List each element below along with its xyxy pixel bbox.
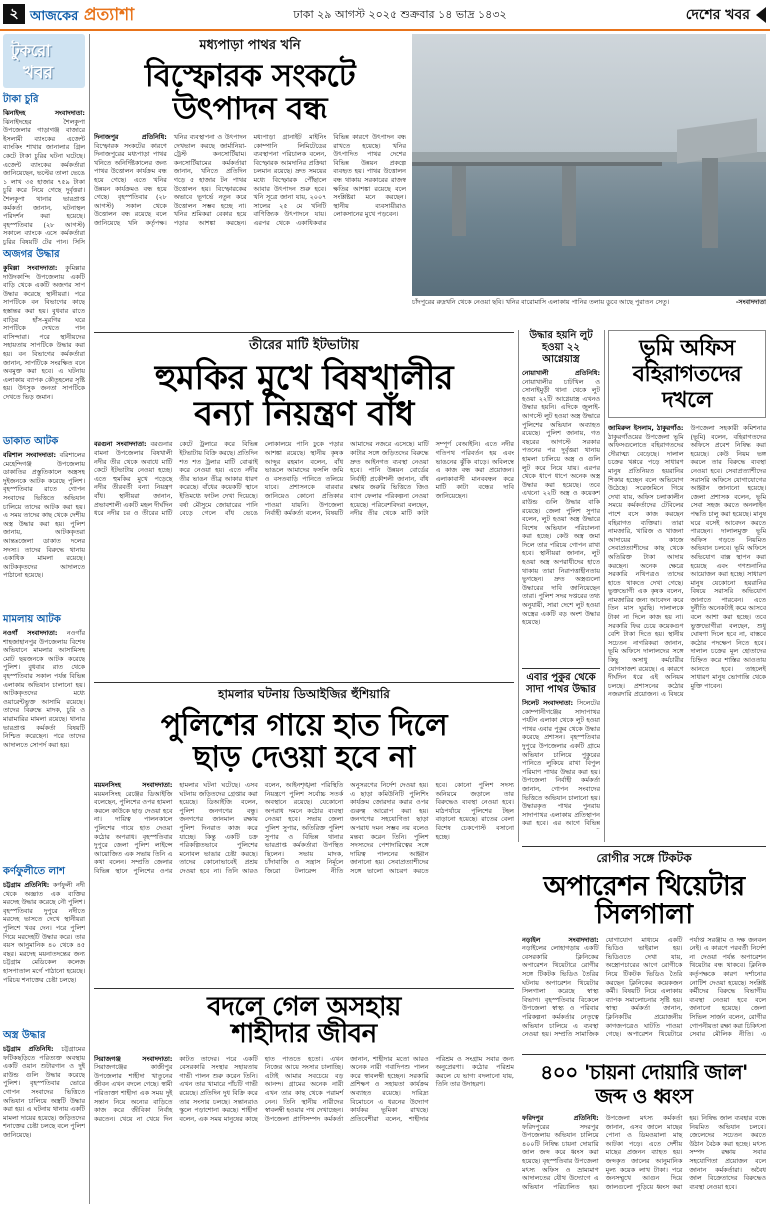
sidebar-item-body: চট্টগ্রাম প্রতিনিধি: চট্টগ্রামের ফটিকছড়িতে পরিত্যক্ত অবস্থায় একটি ওয়ান শুটারগান ও দুই রাউন্ড গুলি উদ্ধার করেছে পুলিশ। বৃহস্পতিবার ভোরে গোপন সংবাদের ভিত্তিতে অভিযান চালিয়ে অস্ত্রটি উদ্ধার করা হয়। এ ঘটনায় থানায় একটি মামলা দায়ের হয়েছে। জড়িতদের শনাক্তের চেষ্টা চলছে বলে পুলিশ জানিয়েছে। — [3, 1045, 85, 1139]
story-headline: ৪০০ 'চায়না দোয়ারি জাল' জব্দ ও ধ্বংস — [540, 1060, 748, 1108]
story-headline: বিস্ফোরক সংকটে উৎপাদন বন্ধ — [144, 58, 356, 127]
header-rule — [0, 29, 770, 31]
story-body: ময়মনসিংহ সংবাদদাতা: ময়মনসিংহ রেঞ্জের ডিআইজি বলেছেন, পুলিশের ওপর হামলা করলে কাউকে ছাড় দেওয়া হবে না। দায়িত্ব পালনকালে পুলিশের গায়ে হাত দেওয়া কঠোর অপরাধ। বৃহস্পতিবার দুপুরে জেলা পুলিশ লাইন্সে আয়োজিত এক সভায় তিনি এ কথা বলেন। সম্প্রতি জেলার বিভিন্ন স্থানে পুলিশের ওপর হামলার ঘটনা ঘটেছে। এসব ঘটনায় জড়িতদের গ্রেপ্তার করা হয়েছে। ডিআইজি বলেন, পুলিশ জনগণের বন্ধু। জনগণের জানমাল রক্ষায় পুলিশ দিনরাত কাজ করে যাচ্ছে। কিন্তু একটি চক্র পরিকল্পিতভাবে পুলিশের মনোবল ভাঙার চেষ্টা করছে। তাদের কোনোভাবেই প্রশ্রয় দেওয়া হবে না। তিনি আরও বলেন, আইনশৃঙ্খলা পরিস্থিতি নিয়ন্ত্রণে পুলিশ সর্বোচ্চ সতর্ক অবস্থানে রয়েছে। যেকোনো অপরাধ দমনে কঠোর ব্যবস্থা নেওয়া হবে। সভায় জেলা পুলিশ সুপার, অতিরিক্ত পুলিশ সুপার ও বিভিন্ন থানার ভারপ্রাপ্ত কর্মকর্তারা উপস্থিত ছিলেন। সভায় মাদক, চাঁদাবাজি ও সন্ত্রাস নির্মূলে জিরো টলারেন্স নীতি অনুসরণের নির্দেশ দেওয়া হয়। এ ছাড়া কমিউনিটি পুলিশিং কার্যক্রম জোরদার করার ওপর গুরুত্ব আরোপ করা হয়। জনগণের সহযোগিতা ছাড়া অপরাধ দমন সম্ভব নয় বলেও মন্তব্য করেন তিনি। পুলিশ সদস্যদের পেশাদারিত্বের সঙ্গে দায়িত্ব পালনের আহ্বান জানানো হয়। সেবাপ্রত্যাশীদের সঙ্গে ভালো আচরণ করতে হবে। কোনো পুলিশ সদস্য অনিয়মে জড়ালে তার বিরুদ্ধেও ব্যবস্থা নেওয়া হবে। মাঠপর্যায়ে পুলিশের টহল বাড়ানো হয়েছে। রাতের বেলা বিশেষ চেকপোস্ট বসানো হচ্ছে। — [94, 781, 514, 875]
sidebar-item-title: কর্ণফুলীতে লাশ — [3, 866, 65, 877]
dateline: ঢাকা ২৯ আগস্ট ২০২৫ শুক্রবার ১৪ ভাদ্র ১৪৩২ — [293, 8, 507, 21]
sidebar-item-body: চট্টগ্রাম প্রতিনিধি: কর্ণফুলী নদী থেকে অজ্ঞাত এক ব্যক্তির মরদেহ উদ্ধার করেছে নৌ পুলিশ। বৃহস্পতিবার দুপুরে নদীতে মরদেহ ভাসতে দেখে স্থানীয়রা পুলিশে খবর দেন। পরে পুলিশ গিয়ে মরদেহটি উদ্ধার করে। তার বয়স আনুমানিক ৪০ থেকে ৪৫ বছর। মরদেহ ময়নাতদন্তের জন্য চট্টগ্রাম মেডিকেল কলেজ হাসপাতাল মর্গে পাঠানো হয়েছে। পরিচয় শনাক্তের চেষ্টা চলছে। — [3, 881, 85, 984]
photo-credit: -সংবাদদাতা — [735, 298, 766, 306]
brand-logo — [30, 3, 210, 27]
sidebar-item — [3, 92, 85, 245]
sidebar-item-title: টাকা চুরি — [3, 94, 39, 105]
story-headline: ভূমি অফিস বহিরাগতদের দখলে — [608, 330, 766, 418]
sidebar-item-body: নওগাঁ সংবাদদাতা: নওগাঁর শাহজাহানপুর উপজেলায় বিশেষ অভিযানে মামলার আসামিসহ মোট ছয়জনকে আটক করেছে পুলিশ। বুধবার রাত থেকে বৃহস্পতিবার সকাল পর্যন্ত বিভিন্ন এলাকায় অভিযান চালানো হয়। আটককৃতদের মধ্যে ওয়ারেন্টভুক্ত আসামি রয়েছে। তাদের বিরুদ্ধে মাদক, চুরি ও মারামারির মামলা রয়েছে। থানার ভারপ্রাপ্ত কর্মকর্তা বিষয়টি নিশ্চিত করেছেন। পরে তাদের আদালতে সোপর্দ করা হয়। — [3, 629, 85, 749]
brand-prefix: আজকের — [30, 9, 79, 24]
sidebar-item-body: ঝিনাইদহ সংবাদদাতা: ঝিনাইদহের শৈলকুপা উপজেলার গাড়াগঞ্জ বাজারে ইসলামী ব্যাংকের এজেন্ট ব্যাংকিং শাখার জানালার গ্রিল কেটে টাকা চুরির ঘটনা ঘটেছে। এজেন্ট ব্যাংকের কর্মকর্তারা জানিয়েছেন, ভল্টের তালা ভেঙে ১ লাখ ৩৫ হাজার ৭৫৯ টাকা চুরি করে নিয়ে গেছে দুর্বৃত্তরা। শৈলকুপা থানার ভারপ্রাপ্ত কর্মকর্তা জানান, ঘটনাস্থল পরিদর্শন করা হয়েছে। বৃহস্পতিবার (২৮ আগস্ট) সকালে ব্যাংকে এসে কর্মকর্তারা চুরির বিষয়টি টের পান। সিসি — [3, 109, 85, 245]
column-rule — [604, 330, 605, 842]
sidebar-item — [3, 1028, 85, 1204]
sidebar-item-title: ডাকাত আটক — [3, 436, 59, 447]
story-kicker: উদ্ধার হয়নি লুট হওয়া ২২ আগ্নেয়াস্ত্র — [529, 330, 593, 365]
page-number: ২ — [3, 4, 25, 24]
sidebar-divider — [89, 34, 90, 1204]
story-stone-mine — [94, 34, 406, 334]
story-headline: পুলিশের গায়ে হাত দিলে ছাড় দেওয়া হবে না — [160, 708, 448, 775]
section-arrow-icon — [756, 7, 766, 23]
story-land-office — [608, 330, 766, 842]
sidebar-item — [3, 434, 85, 608]
story-body: দিনাজপুর প্রতিনিধি: বিস্ফোরক সংকটের কারণে দিনাজপুরের মধ্যপাড়া পাথর খনিতে অনির্দিষ্টকালের জন্য পাথর উত্তোলন কার্যক্রম বন্ধ হয়ে গেছে। এতে খনির উন্নয়ন কার্যক্রমও বন্ধ হয়ে গেছে। বৃহস্পতিবার (২৮ আগস্ট) সকাল থেকে উত্তোলন বন্ধ রয়েছে বলে জানিয়েছে খনি কর্তৃপক্ষ। খনির ব্যবস্থাপনা ও উৎপাদন দেখভাল করছে জার্মানিয়া-ট্রেস্ট কনসোর্টিয়াম। কনসোর্টিয়ামের কর্মকর্তারা জানান, খনিতে প্রতিদিন গড়ে ৫ হাজার টন পাথর উত্তোলন হয়। বিস্ফোরকের অভাবে ভূগর্ভে নতুন করে উত্তোলন সম্ভব হচ্ছে না। খনির শ্রমিকরা বেকার হয়ে পড়ার আশঙ্কা করছেন। মধ্যপাড়া গ্রানাইট মাইনিং কোম্পানি লিমিটেডের ব্যবস্থাপনা পরিচালক বলেন, বিস্ফোরক আমদানির প্রক্রিয়া চলমান রয়েছে। দ্রুত সময়ের মধ্যে বিস্ফোরক পৌঁছালে আবার উৎপাদন শুরু হবে। খনি সূত্রে জানা যায়, ২০০৭ সালের ২৫ মে খনিটি বাণিজ্যিক উৎপাদনে যায়। এরপর থেকে একাধিকবার বিভিন্ন কারণে উৎপাদন বন্ধ রাখতে হয়েছে। খনির উৎপাদিত পাথর দেশের বিভিন্ন উন্নয়ন প্রকল্পে ব্যবহৃত হয়। পাথর উত্তোলন বন্ধ থাকায় সরকারের রাজস্ব ক্ষতির আশঙ্কা রয়েছে বলে সংশ্লিষ্টরা মনে করছেন। স্থানীয় ব্যবসায়ীরাও লোকসানের মুখে পড়বেন। — [94, 133, 406, 228]
story-headline: অপারেশন থিয়েটার সিলগালা — [543, 871, 745, 931]
story-headline: বদলে গেল অসহায় শাহীদার জীবন — [207, 992, 401, 1050]
story-body: বরগুনা সংবাদদাতা: বরগুনার বামনা উপজেলার বিষখালী নদীর তীর থেকে অবাধে মাটি কেটে ইটভাটায় নেওয়া হচ্ছে। এতে হুমকির মুখে পড়েছে নদীর তীরবর্তী বন্যা নিয়ন্ত্রণ বাঁধ। স্থানীয়রা জানান, প্রভাবশালী একটি মহল দীর্ঘদিন ধরে নদীর চর ও তীরের মাটি কেটে ট্রলারে করে বিভিন্ন ইটভাটায় বিক্রি করছে। প্রতিদিন শত শত ট্রলার মাটি বোঝাই করে নেওয়া হয়। এতে নদীর তীর ভাঙন তীব্র আকার ধারণ করেছে। বাঁধের কয়েকটি স্থানে ইতিমধ্যে ফাটল দেখা দিয়েছে। বর্ষা মৌসুমে জোয়ারের পানি বেড়ে গেলে বাঁধ ভেঙে লোকালয়ে পানি ঢুকে পড়ার আশঙ্কা রয়েছে। স্থানীয় কৃষক আব্দুর রহমান বলেন, বাঁধ ভাঙলে আমাদের ফসলি জমি ও বসতবাড়ি পানিতে তলিয়ে যাবে। প্রশাসনকে বারবার জানিয়েও কোনো প্রতিকার পাওয়া যায়নি। উপজেলা নির্বাহী কর্মকর্তা বলেন, বিষয়টি আমাদের নজরে এসেছে। মাটি কাটার সঙ্গে জড়িতদের বিরুদ্ধে দ্রুত আইনগত ব্যবস্থা নেওয়া হবে। পানি উন্নয়ন বোর্ডের নির্বাহী প্রকৌশলী জানান, বাঁধ রক্ষায় জরুরি ভিত্তিতে জিও ব্যাগ ফেলার পরিকল্পনা নেওয়া হয়েছে। পরিবেশবিদরা বলছেন, নদীর তীর থেকে মাটি কাটা সম্পূর্ণ বেআইনি। এতে নদীর গতিপথ পরিবর্তন হয় এবং ভাঙনের ঝুঁকি বাড়ে। অবিলম্বে এ কাজ বন্ধ করা প্রয়োজন। এলাকাবাসী মানববন্ধন করে মাটি কাটা বন্ধের দাবি জানিয়েছেন। — [94, 440, 514, 518]
story-body: নড়াইল সংবাদদাতা: নড়াইলের লোহাগড়ায় একটি বেসরকারি ক্লিনিকের অপারেশন থিয়েটারে রোগীর সঙ্গে টিকটক ভিডিও তৈরির ঘটনায় অপারেশন থিয়েটার সিলগালা করেছে স্বাস্থ্য বিভাগ। বৃহস্পতিবার বিকেলে উপজেলা স্বাস্থ্য ও পরিবার পরিকল্পনা কর্মকর্তার নেতৃত্বে অভিযান চালিয়ে এ ব্যবস্থা নেওয়া হয়। সম্প্রতি সামাজিক যোগাযোগ মাধ্যমে একটি ভিডিও ভাইরাল হয়। ভিডিওতে দেখা যায়, অস্ত্রোপচারের আগে রোগীকে নিয়ে টিকটক ভিডিও তৈরি করছেন ক্লিনিকের কয়েকজন কর্মী। বিষয়টি নিয়ে এলাকায় ব্যাপক সমালোচনার সৃষ্টি হয়। স্বাস্থ্য কর্মকর্তা জানান, ক্লিনিকটির প্রয়োজনীয় কাগজপত্রেও ঘাটতি পাওয়া গেছে। অপারেশন থিয়েটারে পর্যাপ্ত সরঞ্জাম ও দক্ষ জনবল নেই। এ কারণে পরবর্তী নির্দেশ না দেওয়া পর্যন্ত অপারেশন থিয়েটার বন্ধ থাকবে। ক্লিনিক কর্তৃপক্ষকে কারণ দর্শানোর নোটিশ দেওয়া হয়েছে। সংশ্লিষ্ট কর্মীদের বিরুদ্ধে বিভাগীয় ব্যবস্থা নেওয়া হবে বলে জানানো হয়েছে। জেলা সিভিল সার্জন বলেন, রোগীর গোপনীয়তা রক্ষা করা চিকিৎসা সেবার মৌলিক নীতি। এ — [522, 935, 766, 1039]
section-label — [686, 3, 766, 27]
section-rule — [94, 682, 514, 683]
story-kicker: এবার পুকুর থেকে সাদা পাথর উদ্ধার — [526, 672, 596, 695]
story-shahida — [94, 992, 514, 1204]
story-body: সিরাজগঞ্জ সংবাদদাতা: সিরাজগঞ্জের কাজীপুর উপজেলার শাহীদা খাতুনের জীবন এখন বদলে গেছে। স্বামী পরিত্যক্তা শাহীদা এক সময় দুই সন্তান নিয়ে অন্যের বাড়িতে কাজ করে জীবিকা নির্বাহ করতেন। খেয়ে না খেয়ে দিন কাটত তাদের। পরে একটি বেসরকারি সংস্থার সহায়তায় গাভী পালন শুরু করেন তিনি। এখন তার খামারে পাঁচটি গাভী রয়েছে। প্রতিদিন দুধ বিক্রি করে তার সংসার চলছে। সন্তানরাও স্কুলে পড়াশোনা করছে। শাহীদা বলেন, এক সময় মানুষের কাছে হাত পাততে হতো। এখন নিজের আয়ে সংসার চালাচ্ছি। এটাই আমার সবচেয়ে বড় আনন্দ। গ্রামের অনেক নারী এখন তার কাছ থেকে পরামর্শ নেন। তিনি স্থানীয় নারীদের স্বাবলম্বী হওয়ার পথ দেখাচ্ছেন। উপজেলা প্রাণিসম্পদ কর্মকর্তা জানান, শাহীদার মতো আরও অনেক নারী গবাদিপশু পালন করে স্বাবলম্বী হচ্ছেন। সরকারি প্রশিক্ষণ ও সহায়তা কার্যক্রম অব্যাহত রয়েছে। দারিদ্র্য বিমোচনে এ ধরনের উদ্যোগ কার্যকর ভূমিকা রাখছে। প্রতিবেশীরা বলেন, শাহীদার পরিশ্রম ও সংগ্রাম সবার জন্য অনুপ্রেরণা। কঠোর পরিশ্রম করলে যে ভাগ্য বদলানো যায়, তিনি তার উদাহরণ। — [94, 1054, 514, 1123]
sidebar-item — [3, 612, 85, 860]
brand-name: প্রত্যাশা — [83, 5, 135, 25]
sidebar-logo-line1: টুকরো — [11, 41, 51, 60]
story-headline: হুমকির মুখে বিষখালীর বন্যা নিয়ন্ত্রণ বাঁধ — [154, 358, 454, 434]
story-police — [94, 686, 514, 986]
photo-caption: চাঁদপুরের রুদ্রখনি থেকে নেওয়া ছবি। খনির বারোমাসি এলাকায় পানির তলায় ডুবে আছে পুরাতন সেতু। -সংবাদদাতা — [412, 298, 766, 306]
story-weapons — [522, 330, 600, 666]
story-kicker: তীরের মাটি ইটভাটায় — [249, 338, 359, 353]
section-rule — [522, 1054, 766, 1055]
story-operation-theatre — [522, 850, 766, 1050]
sidebar-logo — [3, 34, 85, 88]
story-kicker: মধ্যপাড়া পাথর খনি — [199, 38, 301, 53]
sidebar-item — [3, 864, 85, 1024]
masthead — [0, 0, 770, 30]
story-body: জামিরুল ইসলাম, ঠাকুরগাঁও: ঠাকুরগাঁওয়ের উপজেলা ভূমি অফিসগুলোতে বহিরাগতদের দৌরাত্ম্য বেড়েছে। দালাল চক্রের খপ্পরে পড়ে সাধারণ মানুষ প্রতিনিয়ত হয়রানির শিকার হচ্ছেন বলে অভিযোগ উঠেছে। সরেজমিনে গিয়ে দেখা যায়, অফিস চলাকালীন সময়ে কর্মকর্তাদের টেবিলের পাশে বসে কাজ করছেন বহিরাগত ব্যক্তিরা। তারা নামজারি, খারিজ ও খাজনা আদায়ের কাজে সেবাপ্রত্যাশীদের কাছ থেকে অতিরিক্ত টাকা আদায় করছেন। অনেক ক্ষেত্রে সরকারি নথিপত্রও তাদের হাতে থাকতে দেখা গেছে। ভুক্তভোগী এক কৃষক বলেন, নামজারির জন্য আবেদন করে তিন মাস ঘুরছি। দালালকে টাকা না দিলে কাজ হয় না। সরকারি ফির চেয়ে কয়েকগুণ বেশি টাকা দিতে হয়। স্থানীয় সচেতন নাগরিকরা জানান, ভূমি অফিসে দালালদের সঙ্গে কিছু অসাধু কর্মচারীর যোগসাজশ রয়েছে। এ কারণে দীর্ঘদিন ধরে এই অনিয়ম চলছে। প্রশাসনের কঠোর নজরদারি প্রয়োজন। এ বিষয়ে উপজেলা সহকারী কমিশনার (ভূমি) বলেন, বহিরাগতদের অফিসে প্রবেশ নিষিদ্ধ করা হয়েছে। কেউ নিয়ম ভঙ্গ করলে তার বিরুদ্ধে ব্যবস্থা নেওয়া হবে। সেবাপ্রত্যাশীদের সরাসরি অফিসে যোগাযোগের আহ্বান জানানো হয়েছে। জেলা প্রশাসক বলেন, ভূমি সেবা সহজ করতে অনলাইন পদ্ধতি চালু করা হয়েছে। মানুষ ঘরে বসেই আবেদন করতে পারছেন। দালালমুক্ত ভূমি অফিস গড়তে নিয়মিত অভিযান চলবে। ভূমি অফিসে অভিযোগ বাক্স স্থাপন করা হয়েছে এবং গণশুনানির আয়োজন করা হচ্ছে। সাধারণ মানুষ যেকোনো হয়রানির বিষয়ে সরাসরি অভিযোগ জানাতে পারবেন। এতে দুর্নীতি অনেকটাই কমে আসবে বলে আশা করা হচ্ছে। তবে ভুক্তভোগীরা বলছেন, শুধু ঘোষণা দিলে হবে না, বাস্তবে কঠোর পদক্ষেপ নিতে হবে। দালাল চক্রের মূল হোতাদের চিহ্নিত করে শাস্তির আওতায় আনতে হবে। তাহলেই সাধারণ মানুষ ভোগান্তি থেকে মুক্তি পাবেন। — [608, 424, 766, 699]
sidebar-item-body: বরিশাল সংবাদদাতা: বরিশালের মেহেন্দিগঞ্জ উপজেলায় ডাকাতির প্রস্তুতিকালে অস্ত্রসহ দুইজনকে আটক করেছে পুলিশ। বৃহস্পতিবার রাতে গোপন সংবাদের ভিত্তিতে অভিযান চালিয়ে তাদের আটক করা হয়। এ সময় তাদের কাছ থেকে দেশীয় অস্ত্র উদ্ধার করা হয়। পুলিশ জানায়, আটককৃতরা আন্তঃজেলা ডাকাত দলের সদস্য। তাদের বিরুদ্ধে থানায় একাধিক মামলা রয়েছে। আটককৃতদের আদালতে পাঠানো হয়েছে। — [3, 451, 85, 580]
column-rule — [518, 330, 519, 842]
sidebar-item-title: মামলায় আটক — [3, 614, 61, 625]
sidebar-item-title: অজগর উদ্ধার — [3, 249, 60, 260]
section-rule — [94, 332, 514, 333]
story-nets — [522, 1058, 766, 1204]
bridge-photo — [412, 34, 766, 296]
story-ponds — [522, 672, 600, 842]
story-rule — [522, 668, 600, 669]
story-body: সিলেট সংবাদদাতা: সিলেটের কোম্পানীগঞ্জের সাদাপাথর পর্যটন এলাকা থেকে লুট হওয়া পাথর এবার পুকুর থেকে উদ্ধার করেছে প্রশাসন। বৃহস্পতিবার দুপুরে উপজেলার একটি গ্রামে অভিযান চালিয়ে পুকুরের পানিতে লুকিয়ে রাখা বিপুল পরিমাণ পাথর উদ্ধার করা হয়। উপজেলা নির্বাহী কর্মকর্তা জানান, গোপন সংবাদের ভিত্তিতে অভিযান চালানো হয়। উদ্ধারকৃত পাথর পুনরায় সাদাপাথর এলাকায় প্রতিস্থাপন করা হবে। এর আগে বিভিন্ন — [522, 699, 600, 828]
sidebar-item — [3, 247, 85, 429]
section-rule — [522, 846, 766, 847]
sidebar-logo-line2: খবর — [23, 63, 53, 83]
story-kicker: রোগীর সঙ্গে টিকটক — [596, 851, 692, 865]
story-body: নোয়াখালী প্রতিনিধি: নোয়াখালীর চাটখিল ও সোনাইমুড়ী থানা থেকে লুট হওয়া ২২টি আগ্নেয়াস্ত্র এখনও উদ্ধার হয়নি। এদিকে জুলাই-আগস্টে লুট হওয়া অস্ত্র উদ্ধারে পুলিশের অভিযান অব্যাহত রয়েছে। পুলিশ জানায়, গত বছরের আগস্টে সরকার পতনের পর দুর্বৃত্তরা থানায় হামলা চালিয়ে অস্ত্র ও গুলি লুট করে নিয়ে যায়। এরপর থেকে ধাপে ধাপে অনেক অস্ত্র উদ্ধার করা হয়েছে। তবে এখনো ২২টি অস্ত্র ও কয়েকশ রাউন্ড গুলি উদ্ধার বাকি রয়েছে। জেলা পুলিশ সুপার বলেন, লুট হওয়া অস্ত্র উদ্ধারে বিশেষ অভিযান পরিচালনা করা হচ্ছে। কেউ অস্ত্র জমা দিলে তার পরিচয় গোপন রাখা হবে। স্থানীয়রা জানান, লুট হওয়া অস্ত্র অপরাধীদের হাতে থাকায় তারা নিরাপত্তাহীনতায় ভুগছেন। দ্রুত অস্ত্রগুলো উদ্ধারের দাবি জানিয়েছেন তারা। পুলিশ সদর দপ্তরের তথ্য অনুযায়ী, সারা দেশে লুট হওয়া অস্ত্রের একটি বড় অংশ উদ্ধার হয়েছে। — [522, 369, 600, 627]
section-rule — [94, 988, 514, 989]
story-dam — [94, 336, 514, 680]
sidebar-item-body: কুমিল্লা সংবাদদাতা: কুমিল্লার দাউদকান্দি উপজেলায় একটি বাড়ি থেকে একটি অজগর সাপ উদ্ধার করেছে স্থানীয়রা। পরে সাপটিকে বন বিভাগের কাছে হস্তান্তর করা হয়। বুধবার রাতে বাড়ির হাঁস-মুরগির ঘরে সাপটিকে দেখতে পান বাসিন্দারা। পরে স্থানীয়দের সহায়তায় সাপটিকে উদ্ধার করা হয়। বন বিভাগের কর্মকর্তারা জানান, সাপটিকে সংরক্ষিত বনে অবমুক্ত করা হবে। এ ঘটনায় এলাকায় ব্যাপক কৌতূহলের সৃষ্টি হয়। উৎসুক জনতা সাপটিকে দেখতে ভিড় জমান। — [3, 264, 85, 401]
story-body: ফরিদপুর প্রতিনিধি: ফরিদপুরের সদরপুর উপজেলায় অভিযান চালিয়ে ৪০০টি নিষিদ্ধ চায়না দোয়ারি জাল জব্দ করে ধ্বংস করা হয়েছে। বৃহস্পতিবার উপজেলা মৎস্য অফিস ও ভ্রাম্যমাণ আদালতের যৌথ উদ্যোগে এ অভিযান পরিচালিত হয়। উপজেলা মৎস্য কর্মকর্তা জানান, এসব জালে মাছের পোনা ও ডিমওয়ালা মাছ আটকা পড়ে। এতে দেশীয় মাছের প্রজনন ব্যাহত হয়। জব্দকৃত জালের আনুমানিক মূল্য কয়েক লাখ টাকা। পরে জনসম্মুখে আগুন দিয়ে জালগুলো পুড়িয়ে ধ্বংস করা হয়। নিষিদ্ধ জাল ব্যবহার বন্ধে নিয়মিত অভিযান চলবে। জেলেদের সচেতন করতে উঠান বৈঠক করা হচ্ছে। মৎস্য সম্পদ রক্ষায় সবার সহযোগিতা প্রয়োজন বলে জানান কর্মকর্তারা। অবৈধ জাল বিক্রেতাদের বিরুদ্ধেও ব্যবস্থা নেওয়া হবে। — [522, 1114, 766, 1191]
sidebar-item-title: অস্ত্র উদ্ধার — [3, 1030, 46, 1041]
story-kicker: হামলার ঘটনায় ডিআইজির হুঁশিয়ারি — [218, 687, 390, 701]
section-title: দেশের খবর — [685, 7, 750, 23]
